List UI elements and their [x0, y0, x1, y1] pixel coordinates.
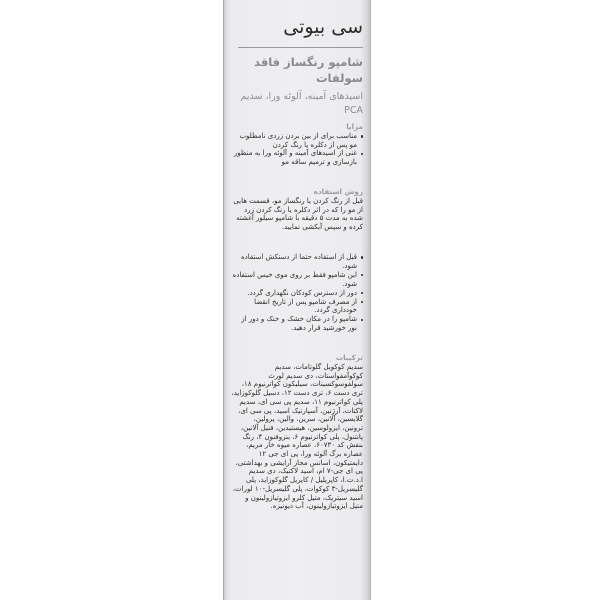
usage-heading: روش استفاده	[313, 187, 363, 196]
caution-item: شامپو را در مکان خشک و خنک و دور از نور خورشید قرار دهید.	[231, 315, 363, 332]
brand-name: سی بیوتی	[283, 16, 363, 38]
product-title: شامپو رنگساز فاقد سولفات	[254, 55, 363, 85]
label-content	[231, 0, 363, 600]
ingredients-text: سدیم کوکویل گلوتامات، سدیم کوکوآمفواستات، دی سدیم لورث سولفوسوکسینات، سیلیکون کواترنیوم ۱۸، تری دست ۶، تری دست ۱۲، دسیل گلوکوزاید، پلی کواترنیوم ۱۱، سدیم پی سی ای، سدیم لاکتات، آرژنین، آسپارتیک اسید، پی سی ای، گلایسین، آلانین، سرین، والین، پرولین، ترونین، ایزولوسین، هیستیدین، فنیل آلانین، پانتنول، پلی کواترنیوم ۶، بنزوفنون ۴، رنگ بنفش کد ۶۰۷۳۰، عصاره میوه خار مریم، عصاره برگ آلوئه ورا، پی ای جی ۱۲ دایمتیکون، اسانس مجاز آرایشی و بهداشتی، پی ای جی-۷ ام، اسید لاکتیک، دی سدیم ا.د.ت.ا، کاپریلیل / کاپریل گلوکوزاید، پلی گلیسریل-۳ کوکوات، پلی گلیسریل-۱۰ لورات، اسید سیتریک، متیل کلرو ایزوتیازولینون و متیل ایزوتیازولینون، آب دیونیزه.	[231, 363, 363, 511]
benefit-item: غنی از اسیدهای آمینه و آلوئه ورا به منظور بازسازی و ترمیم ساقه مو	[231, 149, 363, 166]
benefits-heading: مزایا	[346, 122, 363, 131]
product-subtitle: اسیدهای آمینه، آلوئه ورا، سدیم PCA	[240, 91, 363, 116]
caution-item: دور از دسترس کودکان نگهداری گردد.	[231, 289, 363, 298]
shampoo-tube-side-panel	[223, 0, 371, 600]
usage-text: قبل از رنگ کردن یا رنگساز مو، قسمت هایی از مو را که در اثر دکلره یا رنگ کردن زرد شده به مدت ۵ دقیقه با شامپو سیلور آغشته کرده و سپس آبکشی نمایید.	[233, 197, 363, 232]
ingredients-heading: ترکیبات	[335, 353, 363, 362]
panel-left-edge	[223, 0, 224, 600]
benefits-list	[231, 132, 363, 167]
cautions-list	[231, 253, 363, 333]
caution-item: این شامپو فقط بر روی موی خیس استفاده شود.	[231, 271, 363, 288]
caution-item: از مصرف شامپو پس از تاریخ انقضا خودداری گردد.	[231, 298, 363, 315]
panel-right-edge	[370, 0, 371, 600]
brand-divider	[238, 47, 363, 48]
benefit-item: مناسب برای از بین بردن زردی نامطلوب مو پس از دکلره یا رنگ کردن	[231, 132, 363, 149]
caution-item: قبل از استفاده حتما از دستکش استفاده شود.	[231, 253, 363, 270]
